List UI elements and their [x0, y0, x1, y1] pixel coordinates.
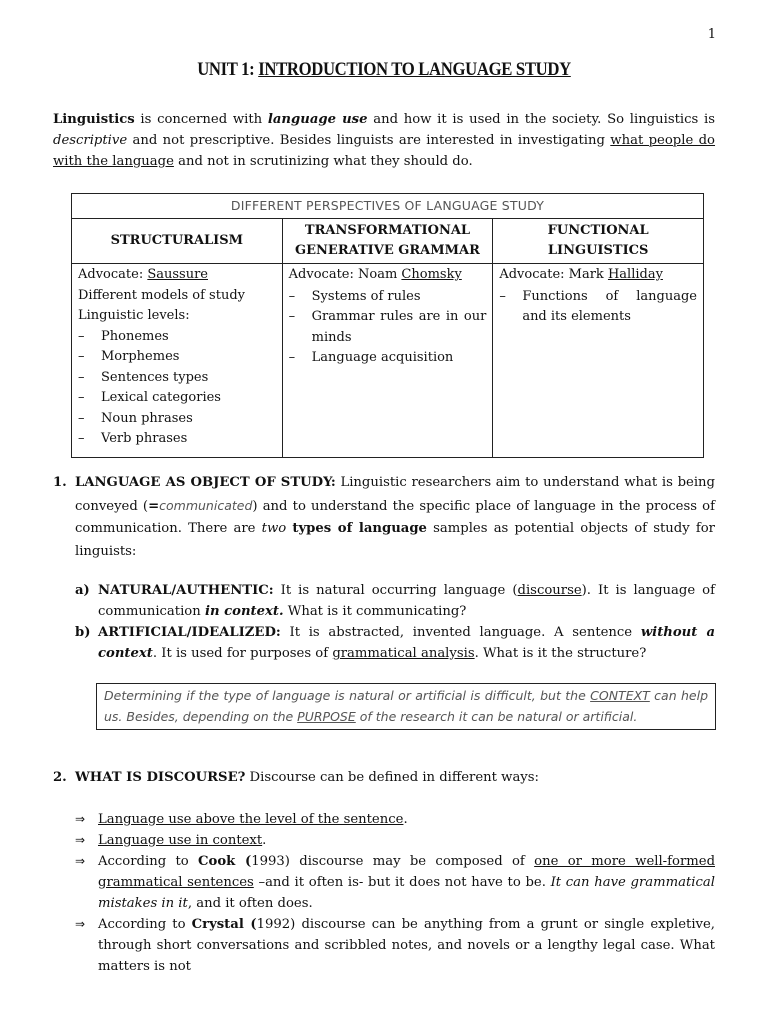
title-main: INTRODUCTION TO LANGUAGE STUDY [258, 59, 571, 80]
list-item: – Systems of rules [289, 287, 487, 308]
intro-underline-what-people-do: what people do [610, 133, 716, 148]
list-item [75, 851, 715, 914]
list-item: – Lexical categories [78, 388, 276, 409]
list-item: – Phonemes [78, 327, 276, 348]
list-item: – Noun phrases [78, 409, 276, 430]
definition-text: Language use in context [98, 833, 263, 848]
definition-end: . [262, 833, 267, 848]
section-1-text: Linguistic researchers aim to understand what is being conveyed ( [75, 475, 715, 514]
list-item [75, 914, 715, 977]
definition-text: 1992) discourse can be anything from a grunt or single expletive, through short conversations and scribbled notes, and novels or a lengthy legal case. What matters is not [98, 917, 715, 974]
functional-cell [493, 264, 704, 458]
advocate-line [78, 265, 276, 286]
section-1-number: 1. [53, 475, 67, 490]
arrow-icon: ⇒ [75, 917, 86, 931]
tgg-list [289, 287, 487, 369]
header-transformational: TRANSFORMATIONAL GENERATIVE GRAMMAR [282, 219, 493, 264]
list-item: – Grammar rules are in our minds [289, 307, 487, 348]
page-number: 1 [707, 27, 716, 42]
definition-text: , and it often does. [187, 896, 313, 911]
author-cook: Cook ( [198, 854, 252, 869]
section-1-two: two [261, 521, 287, 536]
intro-text: and not prescriptive. Besides linguists are interested in investigating [127, 133, 611, 148]
models-line: Different models of study [78, 287, 245, 303]
item-a-in-context: in context. [204, 604, 284, 619]
advocate-halliday: Halliday [607, 267, 663, 282]
list-item: – Language acquisition [289, 348, 487, 369]
arrow-icon: ⇒ [75, 854, 86, 868]
structuralism-cell [72, 264, 283, 458]
discourse-definitions-list [75, 809, 715, 977]
item-b-label: b) [75, 625, 91, 640]
intro-term-descriptive: descriptive [53, 133, 128, 148]
note-purpose: PURPOSE [297, 709, 356, 724]
table-caption: DIFFERENT PERSPECTIVES OF LANGUAGE STUDY [72, 194, 704, 219]
advocate-line [499, 265, 697, 286]
item-a [75, 580, 715, 622]
definition-text: –and it often is- but it does not have to be. [253, 875, 551, 890]
section-1-types: types of language [292, 521, 427, 536]
transformational-cell [282, 264, 493, 458]
definition-italic: It can have grammatical mistakes in it [98, 875, 715, 911]
intro-text: and not in scrutinizing what they should do. [173, 154, 473, 169]
handwritten-note-communicated: communicated [159, 497, 253, 513]
advocate-label: Advocate: Noam [288, 267, 402, 282]
header-structuralism: STRUCTURALISM [72, 219, 283, 264]
item-b-text: . It is used for purposes of [152, 646, 333, 661]
arrow-icon: ⇒ [75, 812, 86, 826]
intro-term-linguistics: Linguistics [53, 112, 135, 127]
item-b-text: It is abstracted, invented language. A sentence [280, 625, 641, 640]
advocate-line [289, 265, 487, 286]
perspectives-table [71, 193, 704, 458]
definition-text: According to [98, 917, 192, 932]
item-a-label: a) [75, 583, 90, 598]
levels-list [78, 327, 276, 450]
item-b-text: . What is it the structure? [474, 646, 647, 661]
list-item: – Sentences types [78, 368, 276, 389]
levels-line: Linguistic levels: [78, 308, 190, 323]
note-text: can help us. Besides, depending on the [104, 688, 709, 724]
intro-paragraph [53, 109, 715, 172]
section-1-heading: LANGUAGE AS OBJECT OF STUDY: [75, 475, 336, 490]
section-1-body [75, 472, 715, 563]
item-a-text: It is natural occurring language ( [273, 583, 518, 598]
arrow-icon: ⇒ [75, 833, 86, 847]
section-2-text: Discourse can be defined in different ways: [245, 770, 539, 785]
list-item [75, 809, 715, 830]
item-b-grammatical-analysis: grammatical analysis [332, 646, 475, 661]
item-a-text: What is it communicating? [283, 604, 467, 619]
item-b-heading: ARTIFICIAL/IDEALIZED: [98, 625, 281, 640]
title-prefix: UNIT 1: [197, 59, 259, 80]
section-2-heading: WHAT IS DISCOURSE? [75, 770, 246, 785]
definition-end: . [403, 812, 408, 827]
definition-underline: one or more well-formed grammatical sentences [98, 854, 716, 890]
equals-sign: = [148, 498, 160, 514]
advocate-label: Advocate: Mark [499, 267, 608, 282]
advocate-saussure: Saussure [147, 267, 208, 282]
definition-text: 1993) discourse may be composed of [251, 854, 535, 869]
section-2 [53, 767, 715, 788]
list-item: – Verb phrases [78, 429, 276, 450]
functional-list [499, 287, 697, 328]
item-b-without-context: without a context [98, 625, 716, 661]
definition-text: Language use above the level of the sentence [98, 812, 404, 827]
item-b [75, 622, 715, 664]
section-2-body [75, 767, 715, 788]
section-1-text: ) and to understand the specific place of language in the process of communication. There are [75, 498, 715, 536]
intro-text: is concerned with [134, 112, 268, 127]
handwritten-note-box [96, 683, 716, 730]
item-a-body [98, 580, 715, 622]
list-item: – Morphemes [78, 347, 276, 368]
item-a-text: ). It is language of communication [98, 583, 715, 619]
item-b-body [98, 622, 715, 664]
note-text: of the research it can be natural or artificial. [355, 709, 638, 724]
author-crystal: Crystal ( [191, 917, 257, 932]
section-2-number: 2. [53, 770, 67, 785]
item-a-heading: NATURAL/AUTHENTIC: [98, 583, 274, 598]
intro-term-language-use: language use [267, 112, 368, 127]
note-text: Determining if the type of language is natural or artificial is difficult, but the [104, 688, 591, 703]
section-1 [53, 472, 715, 563]
list-item: – Functions of language and its elements [499, 287, 697, 328]
advocate-chomsky: Chomsky [401, 267, 462, 282]
header-functional: FUNCTIONAL LINGUISTICS [493, 219, 704, 264]
section-1-text: samples as potential objects of study for linguists: [75, 521, 715, 559]
intro-text: and how it is used in the society. So linguistics is [367, 112, 715, 127]
page-title [46, 59, 722, 80]
advocate-label: Advocate: [78, 267, 148, 282]
intro-underline-with-the-language: with the language [53, 154, 174, 169]
note-context: CONTEXT [590, 688, 650, 703]
definition-text: According to [98, 854, 199, 869]
item-a-discourse: discourse [517, 583, 582, 598]
list-item [75, 830, 715, 851]
